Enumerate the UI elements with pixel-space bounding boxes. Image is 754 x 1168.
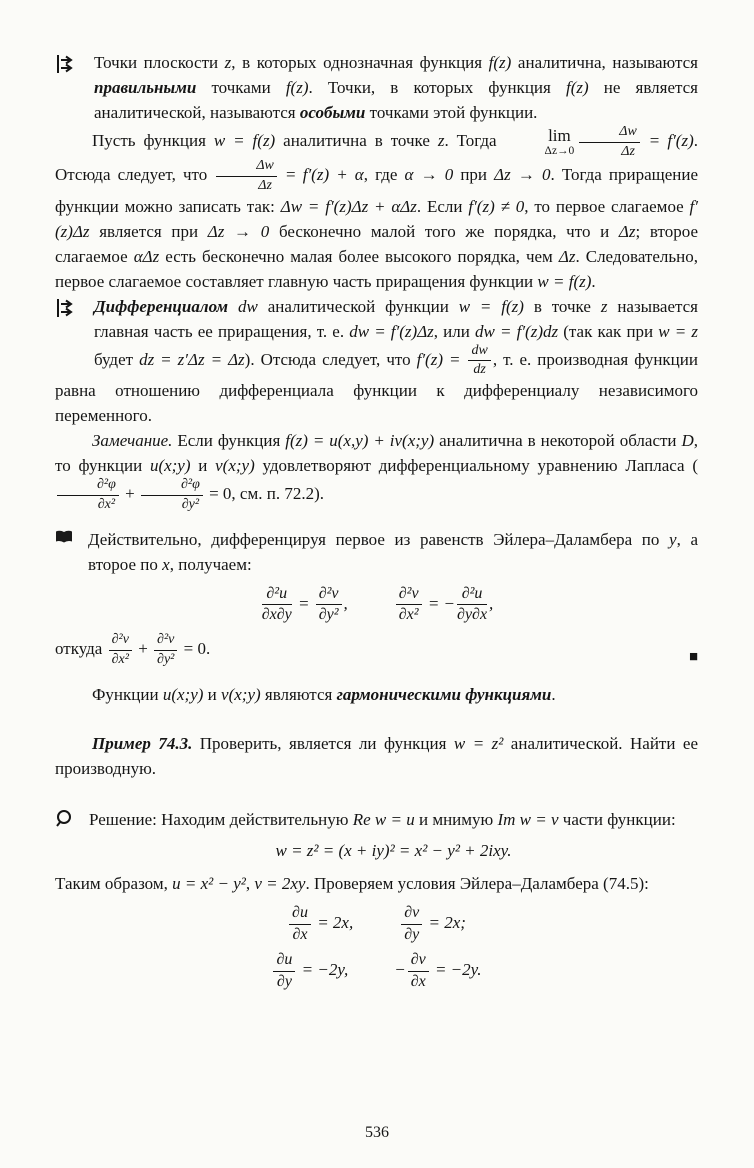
fraction (579, 125, 640, 159)
fraction-denominator: dz (473, 362, 486, 378)
text-run (228, 297, 238, 316)
limit-subscript: Δz→0 (544, 145, 575, 158)
text-run: . Тогда (444, 131, 505, 151)
text-run: являются (260, 685, 337, 705)
math-run: Δz (558, 246, 576, 266)
fraction-numerator: ∂²v (109, 633, 132, 651)
paragraph-example-743 (55, 731, 698, 781)
text-run: есть бесконечно малая более высокого порядка, чем (159, 246, 559, 266)
text-run: , то первое слагаемое (524, 196, 690, 216)
fraction-denominator: ∂x∂y (261, 606, 292, 624)
bold-term: особыми (299, 103, 366, 122)
fraction (216, 159, 277, 193)
fraction-denominator: ∂x (292, 925, 308, 943)
fraction-denominator: ∂y² (318, 606, 339, 624)
fraction-numerator: ∂²v (316, 586, 342, 606)
text-run: и (203, 685, 222, 705)
fraction (316, 586, 342, 625)
text-run: части функции: (558, 810, 676, 830)
fraction-denominator: ∂x² (97, 496, 116, 512)
text-run: Функции (92, 685, 163, 705)
math-run: f′(z) (667, 131, 694, 151)
text-run: , получаем: (169, 554, 252, 574)
fraction-numerator: ∂u (273, 952, 295, 972)
math-run: dz = z′Δz = Δz (139, 349, 245, 369)
math-run: f′(z)Δz (55, 196, 698, 241)
text-run: Точки плоскости (94, 53, 225, 72)
example-label: Пример 74.3. (92, 734, 193, 754)
relation-run: = −2y, (297, 960, 349, 980)
text-run: называется главная часть ее приращения, т. е. (94, 296, 698, 341)
fraction-numerator: Δw (579, 125, 640, 143)
text-run: . Если (416, 196, 469, 216)
math-run: f(z) (285, 78, 309, 97)
fraction-denominator: ∂y (404, 925, 420, 943)
text-run: , (245, 873, 255, 893)
text-run: ). Отсюда следует, что (244, 349, 417, 369)
text-run: аналитична в некоторой области (434, 431, 682, 451)
relation-run: = − (423, 593, 456, 613)
fraction-numerator: ∂²φ (57, 478, 119, 496)
math-run: v(x;y) (215, 456, 255, 476)
paragraph-solution-start (55, 807, 698, 832)
fraction-denominator: ∂y∂x (457, 606, 488, 624)
math-run: f(z) = u(x,y) + iv(x;y) (285, 431, 435, 451)
text-run: , т. е. производная функции равна отношению дифференциала функции к дифференциалу независимого переменного. (55, 349, 698, 426)
text-run: аналитична в точке (275, 131, 438, 151)
text-run: будет (94, 349, 140, 369)
text-run: , или (433, 321, 476, 341)
math-run: f′(z) = (416, 349, 467, 369)
text-run: точками (196, 78, 286, 97)
text-run: аналитической функции (257, 296, 459, 316)
fraction-denominator: ∂x² (398, 606, 419, 624)
math-run: Δz (618, 221, 636, 241)
math-run: Δz → 0 (207, 221, 270, 241)
paragraph-regular-singular-points (55, 50, 698, 125)
separator-run: , (489, 593, 494, 613)
fraction-numerator: ∂v (408, 952, 429, 972)
text-run: = 0, см. п. 72.2). (204, 484, 324, 504)
remark-label: Замечание. (92, 431, 173, 451)
fraction (109, 633, 132, 667)
text-run: , где (363, 165, 405, 185)
display-equation-derivatives-1 (55, 905, 698, 944)
text-run: Решение: Находим действительную (89, 810, 353, 830)
math-run: f(z) (488, 53, 512, 72)
relation-run: = 2x, (312, 913, 354, 933)
math-run: v(x;y) (221, 685, 261, 705)
math-run: αΔz (133, 246, 160, 266)
math-run: w = z² (453, 734, 504, 754)
minus-sign: − (394, 960, 406, 980)
limit-operator (508, 127, 575, 157)
text-run: , в которых однозначная функция (231, 53, 489, 72)
math-run: w = z² = (x + iy)² = x² − y² + 2ixy. (275, 841, 512, 861)
relation-run: = 2x; (424, 913, 466, 933)
math-run: z (600, 296, 608, 316)
definition-arrow-icon (55, 294, 94, 346)
math-run: u(x;y) (162, 685, 204, 705)
text-run: (так как при (558, 321, 659, 341)
text-run: не является аналитической, называются (94, 78, 698, 122)
text-run: и (190, 456, 216, 476)
math-run: u = x² − y² (172, 873, 246, 893)
math-run: Δw = f′(z)Δz + αΔz (280, 196, 417, 216)
fraction-numerator: ∂²u (262, 586, 292, 606)
fraction (141, 478, 203, 512)
math-run: Im w = v (497, 810, 559, 830)
relation-run: = −2y. (430, 960, 482, 980)
definition-arrow-icon (55, 50, 94, 102)
text-run: аналитической. Найти ее производную. (55, 734, 698, 779)
paragraph-proof-start (55, 527, 698, 577)
math-run: f′(z) + α (302, 165, 364, 185)
fraction-numerator: ∂²φ (141, 478, 203, 496)
math-run: w = z (658, 321, 698, 341)
fraction-denominator: Δz (621, 143, 635, 159)
fraction (396, 586, 422, 625)
fraction (468, 344, 490, 378)
paragraph-check-conditions (55, 871, 698, 896)
math-run: w = f(z) (213, 131, 276, 151)
relation-run: = (293, 593, 314, 613)
math-run: f(z) (565, 78, 589, 97)
fraction (57, 478, 119, 512)
text-run: откуда (55, 639, 107, 659)
page-number: 536 (365, 1124, 389, 1141)
fraction (289, 905, 311, 944)
fraction (273, 952, 295, 991)
fraction-numerator: ∂²u (457, 586, 487, 606)
fraction (408, 952, 429, 991)
fraction-denominator: ∂y² (157, 651, 175, 667)
text-run: при (453, 165, 495, 185)
paragraph-harmonic-functions (55, 682, 698, 707)
math-run: dw = f′(z)dz (475, 321, 559, 341)
fraction-numerator: ∂v (401, 905, 422, 925)
display-equation-w-squared (55, 841, 698, 861)
text-run: ; второе слагаемое (55, 221, 698, 266)
text-run: точками этой функции. (365, 103, 538, 122)
text-run: Если функция (172, 431, 286, 451)
paragraph-differential-definition (55, 294, 698, 428)
fraction-numerator: ∂u (289, 905, 311, 925)
math-run: dw (237, 296, 258, 316)
text-run: аналитична, называются (511, 53, 698, 72)
math-run: α → 0 (404, 165, 454, 185)
text-run: Пусть функция (92, 131, 214, 151)
bold-term: Дифференциалом (94, 296, 229, 316)
text-run: = (278, 165, 303, 185)
paragraph-increment (55, 125, 698, 294)
math-run: z (437, 131, 445, 151)
text-run: Проверить, является ли функция (192, 734, 454, 754)
display-equation-derivatives-2 (55, 952, 698, 991)
text-run: = 0. (179, 639, 211, 659)
text-run: . Проверяем условия Эйлера–Даламбера (74.5): (305, 873, 649, 893)
text-run: является при (89, 221, 208, 241)
bold-term: гармоническими функциями (336, 685, 552, 705)
text-run: , то функции (55, 431, 698, 476)
text-run: + (120, 484, 139, 504)
fraction-numerator: dw (468, 344, 490, 362)
fraction-denominator: ∂y² (181, 496, 200, 512)
math-run: Δz → 0 (494, 165, 551, 185)
text-run: . Точки, в которых функция (308, 78, 566, 97)
text-run: в точке (523, 296, 601, 316)
text-run: . (591, 271, 596, 291)
solution-circle-icon (55, 807, 89, 859)
text-run: . Отсюда следует, что (55, 131, 698, 185)
paragraph-laplace-conclusion (55, 633, 698, 667)
proof-book-icon (55, 527, 88, 554)
text-run: и мнимую (414, 810, 498, 830)
text-run: . (551, 685, 556, 705)
math-run: u(x;y) (149, 456, 191, 476)
limit-label: lim (548, 126, 571, 146)
text-run: бесконечно малой того же порядка, что и (269, 221, 619, 241)
text-run: + (133, 639, 153, 659)
fraction-denominator: ∂x² (111, 651, 129, 667)
math-run: v = 2xy (254, 873, 306, 893)
math-run: Re w = u (352, 810, 415, 830)
fraction-numerator: Δw (216, 159, 277, 177)
text-run: . Тогда приращение функции можно записать так: (55, 165, 699, 216)
math-run: w = f(z) (537, 271, 592, 291)
fraction-numerator: ∂²v (396, 586, 422, 606)
math-run: y (669, 529, 677, 549)
math-run: dw = f′(z)Δz (349, 321, 434, 341)
text-run: Действительно, дифференцируя первое из равенств Эйлера–Даламбера по (88, 529, 670, 549)
math-run: x (162, 554, 170, 574)
separator-run: , (343, 593, 348, 613)
text-run: удовлетворяют дифференциальному уравнению Лапласа ( (254, 456, 698, 476)
fraction (457, 586, 487, 625)
text-run: = (641, 131, 668, 151)
fraction (262, 586, 292, 625)
fraction (401, 905, 422, 944)
qed-square: ■ (688, 649, 698, 666)
bold-term: правильными (94, 78, 197, 97)
text-run: . Следовательно, первое слагаемое составляет главную часть приращения функции (55, 246, 698, 291)
fraction (154, 633, 177, 667)
text-run: , а второе по (88, 529, 698, 574)
math-run: D (681, 431, 694, 451)
text-run: Таким образом, (55, 873, 173, 893)
fraction-denominator: ∂x (410, 973, 426, 991)
fraction-numerator: ∂²v (154, 633, 177, 651)
fraction-denominator: Δz (258, 178, 272, 194)
paragraph-remark-laplace (55, 428, 698, 512)
math-run: w = f(z) (458, 296, 524, 316)
fraction-denominator: ∂y (276, 973, 292, 991)
math-run: z (224, 53, 232, 72)
math-run: f′(z) ≠ 0 (468, 196, 525, 216)
display-equation-mixed-partials (55, 586, 698, 625)
